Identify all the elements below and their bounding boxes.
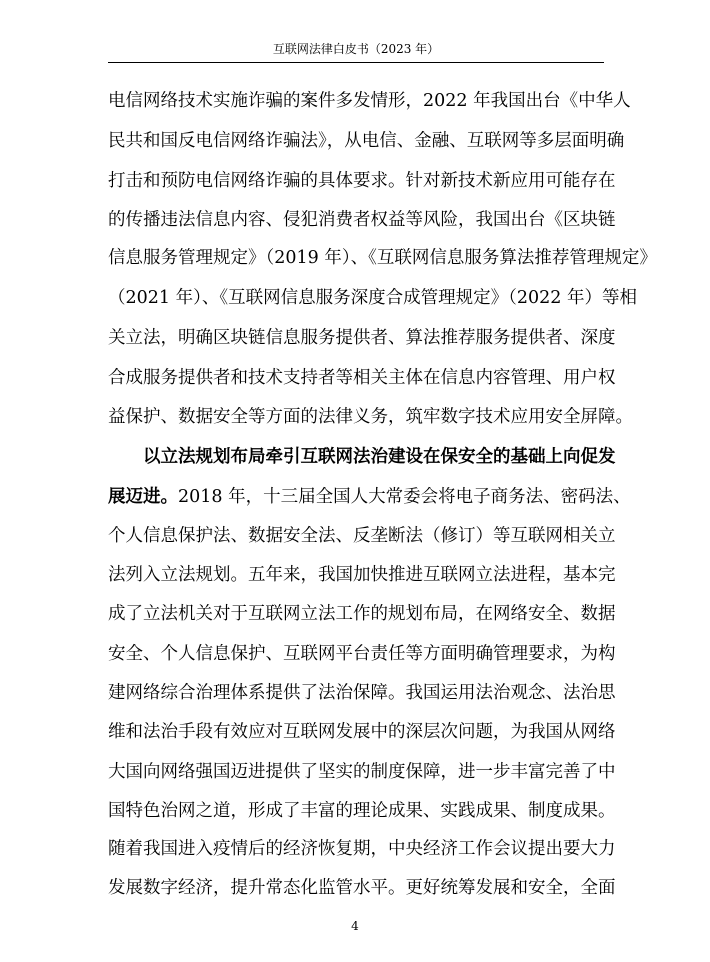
- paragraph-line: 的传播违法信息内容、侵犯消费者权益等风险，我国出台《区块链: [108, 210, 616, 230]
- bold-lead: 展迈进。: [108, 487, 178, 507]
- header-rule: [108, 62, 604, 63]
- paragraph-line: 打击和预防电信网络诈骗的具体要求。针对新技术新应用可能存在: [108, 171, 616, 191]
- running-header: 互联网法律白皮书（2023 年）: [272, 42, 440, 56]
- paragraph-line: 关立法，明确区块链信息服务提供者、算法推荐服务提供者、深度: [108, 328, 616, 348]
- paragraph-line: 随着我国进入疫情后的经济恢复期，中央经济工作会议提出要大力: [108, 839, 616, 859]
- paragraph-line: [108, 480, 631, 514]
- paragraph-line: 发展数字经济，提升常态化监管水平。更好统筹发展和安全，全面: [108, 878, 616, 898]
- paragraph-line: 大国向网络强国迈进提供了坚实的制度保障，进一步丰富完善了中: [108, 762, 616, 782]
- paragraph-line: 国特色治网之道，形成了丰富的理论成果、实践成果、制度成果。: [108, 801, 616, 821]
- paragraph-line: 信息服务管理规定》（2019 年）、《互联网信息服务算法推荐管理规定》: [108, 248, 657, 268]
- bold-lead: 以立法规划布局牵引互联网法治建设在保安全的基础上向促发: [143, 447, 616, 467]
- paragraph-line: （2021 年）、《互联网信息服务深度合成管理规定》（2022 年）等相: [108, 288, 637, 308]
- paragraph-line: 个人信息保护法、数据安全法、反垄断法（修订）等互联网相关立: [108, 526, 616, 546]
- paragraph-line: [143, 440, 616, 474]
- paragraph-line: 成了立法机关对于互联网立法工作的规划布局，在网络安全、数据: [108, 604, 616, 624]
- paragraph-line: 电信网络技术实施诈骗的案件多发情形，2022 年我国出台《中华人: [108, 91, 631, 111]
- paragraph-line: 法列入立法规划。五年来，我国加快推进互联网立法进程，基本完: [108, 565, 616, 585]
- paragraph-line: 益保护、数据安全等方面的法律义务，筑牢数字技术应用安全屏障。: [108, 407, 633, 427]
- paragraph-text: 2018 年，十三届全国人大常委会将电子商务法、密码法、: [178, 487, 631, 507]
- paragraph-line: 维和法治手段有效应对互联网发展中的深层次问题，为我国从网络: [108, 722, 616, 742]
- paragraph-line: 民共和国反电信网络诈骗法》，从电信、金融、互联网等多层面明确: [108, 131, 625, 151]
- page-number: 4: [351, 919, 359, 933]
- paragraph-line: 合成服务提供者和技术支持者等相关主体在信息内容管理、用户权: [108, 368, 616, 388]
- paragraph-line: 建网络综合治理体系提供了法治保障。我国运用法治观念、法治思: [108, 683, 616, 703]
- paragraph-line: 安全、个人信息保护、互联网平台责任等方面明确管理要求，为构: [108, 644, 616, 664]
